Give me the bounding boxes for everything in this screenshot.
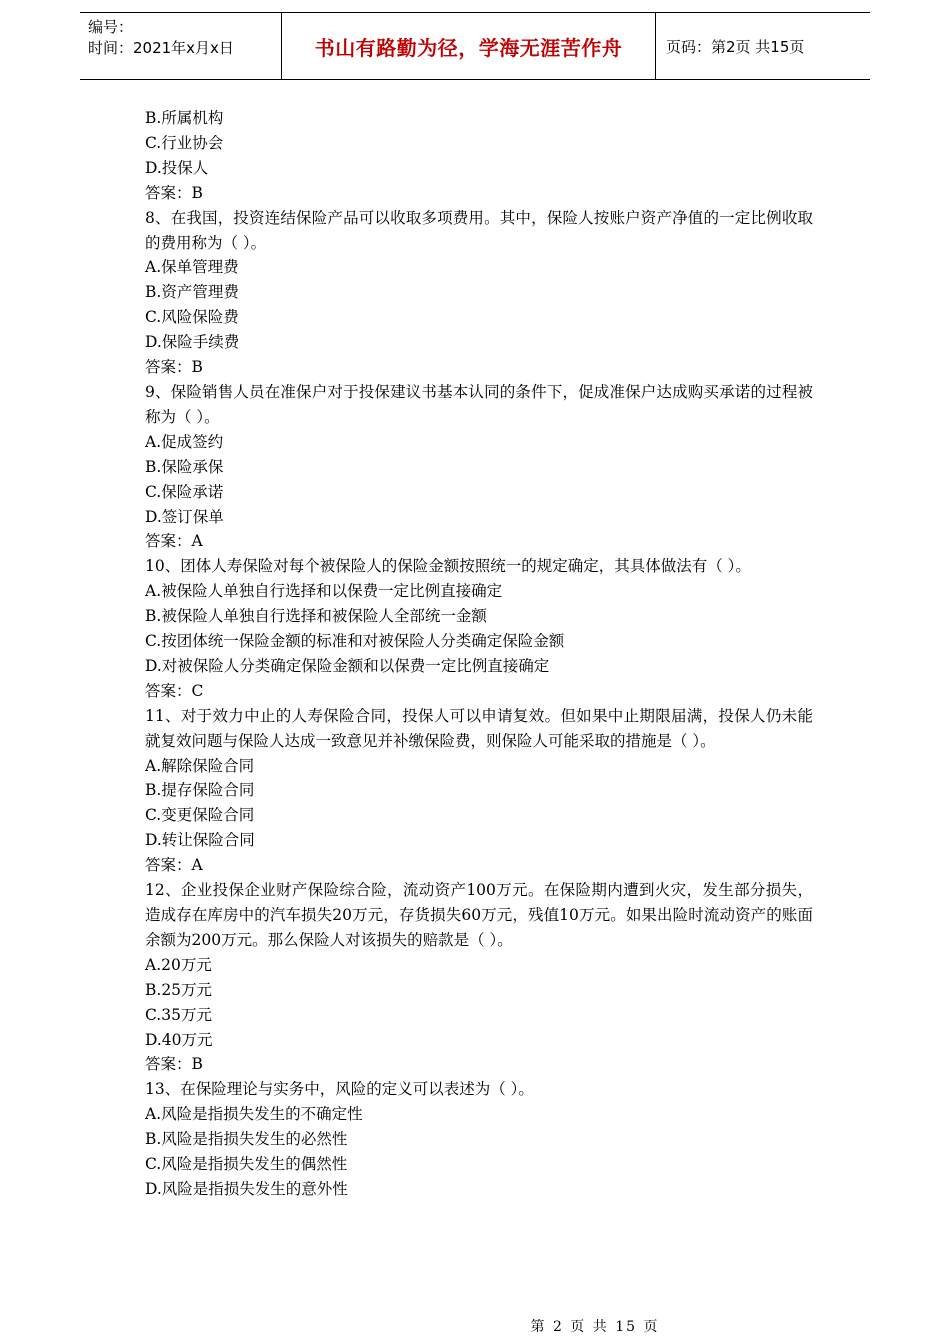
answer-option: C.按团体统一保险金额的标准和对被保险人分类确定保险金额 <box>145 632 565 651</box>
answer-option: A.促成签约 <box>145 432 224 451</box>
header-page-info: 页码：第2页 共15页 <box>666 37 805 56</box>
answer-option: B.所属机构 <box>145 109 224 127</box>
question-text: 8、在我国，投资连结保险产品可以收取多项费用。其中，保险人按账户资产净值的一定比例收取的费用称为（ ）。 <box>145 208 813 252</box>
answer-option: C.35万元 <box>145 1005 212 1024</box>
answer-option: D.投保人 <box>145 158 209 177</box>
answer-option: A.风险是指损失发生的不确定性 <box>145 1105 363 1124</box>
answer-option: A.解除保险合同 <box>145 756 255 775</box>
answer-option: C.行业协会 <box>145 133 224 152</box>
footer-page-number: 第 2 页 共 15 页 <box>530 1319 660 1335</box>
answer-option: C.保险承诺 <box>145 482 224 501</box>
answer-option: D.转让保险合同 <box>145 831 255 850</box>
question-text: 11、对于效力中止的人寿保险合同，投保人可以申请复效。但如果中止期限届满，投保人仍未能就复效问题与保险人达成一致意见并补缴保险费，则保险人可能采取的措施是（ ）。 <box>145 706 813 750</box>
page-footer <box>0 1316 950 1336</box>
answer-option: B.保险承保 <box>145 457 224 476</box>
answer-key: 答案：B <box>145 183 203 202</box>
header-meta <box>80 13 282 79</box>
answer-key: 答案：A <box>145 532 203 551</box>
answer-option: B.提存保险合同 <box>145 781 255 800</box>
answer-option: D.对被保险人分类确定保险金额和以保费一定比例直接确定 <box>145 656 550 675</box>
question-text: 12、企业投保企业财产保险综合险，流动资产100万元。在保险期内遭到火灾，发生部分损失，造成存在库房中的汽车损失20万元，存货损失60万元，残值10万元。如果出险时流动资产的账面余额为200万元。那么保险人对该损失的赔款是（ ）。 <box>145 881 813 949</box>
header-time-label: 时间：2021年x月x日 <box>88 39 234 57</box>
answer-option: C.风险保险费 <box>145 308 239 327</box>
answer-option: A.20万元 <box>145 955 212 974</box>
header-motto: 书山有路勤为径，学海无涯苦作舟 <box>282 13 656 79</box>
answer-option: C.变更保险合同 <box>145 806 255 825</box>
answer-option: B.25万元 <box>145 980 213 999</box>
answer-key: 答案：B <box>145 358 203 377</box>
answer-key: 答案：C <box>145 681 204 700</box>
answer-key: 答案：B <box>145 1055 203 1074</box>
question-text: 10、团体人寿保险对每个被保险人的保险金额按照统一的规定确定，其具体做法有（ ）。 <box>145 557 751 576</box>
answer-option: A.被保险人单独自行选择和以保费一定比例直接确定 <box>145 582 503 601</box>
question-text: 9、保险销售人员在准保户对于投保建议书基本认同的条件下，促成准保户达成购买承诺的过程被称为（ ）。 <box>145 382 813 426</box>
answer-key: 答案：A <box>145 856 203 875</box>
page-header <box>80 12 870 80</box>
answer-option: B.被保险人单独自行选择和被保险人全部统一金额 <box>145 607 487 626</box>
answer-option: D.保险手续费 <box>145 333 240 352</box>
answer-option: D.40万元 <box>145 1030 213 1049</box>
question-text: 13、在保险理论与实务中，风险的定义可以表述为（ ）。 <box>145 1080 534 1099</box>
document-body <box>145 106 813 1202</box>
answer-option: A.保单管理费 <box>145 258 239 277</box>
answer-option: D.签订保单 <box>145 507 224 526</box>
answer-option: C.风险是指损失发生的偶然性 <box>145 1155 348 1174</box>
answer-option: B.资产管理费 <box>145 283 239 302</box>
header-number-label: 编号： <box>88 18 134 36</box>
answer-option: B.风险是指损失发生的必然性 <box>145 1130 348 1149</box>
answer-option: D.风险是指损失发生的意外性 <box>145 1179 348 1198</box>
